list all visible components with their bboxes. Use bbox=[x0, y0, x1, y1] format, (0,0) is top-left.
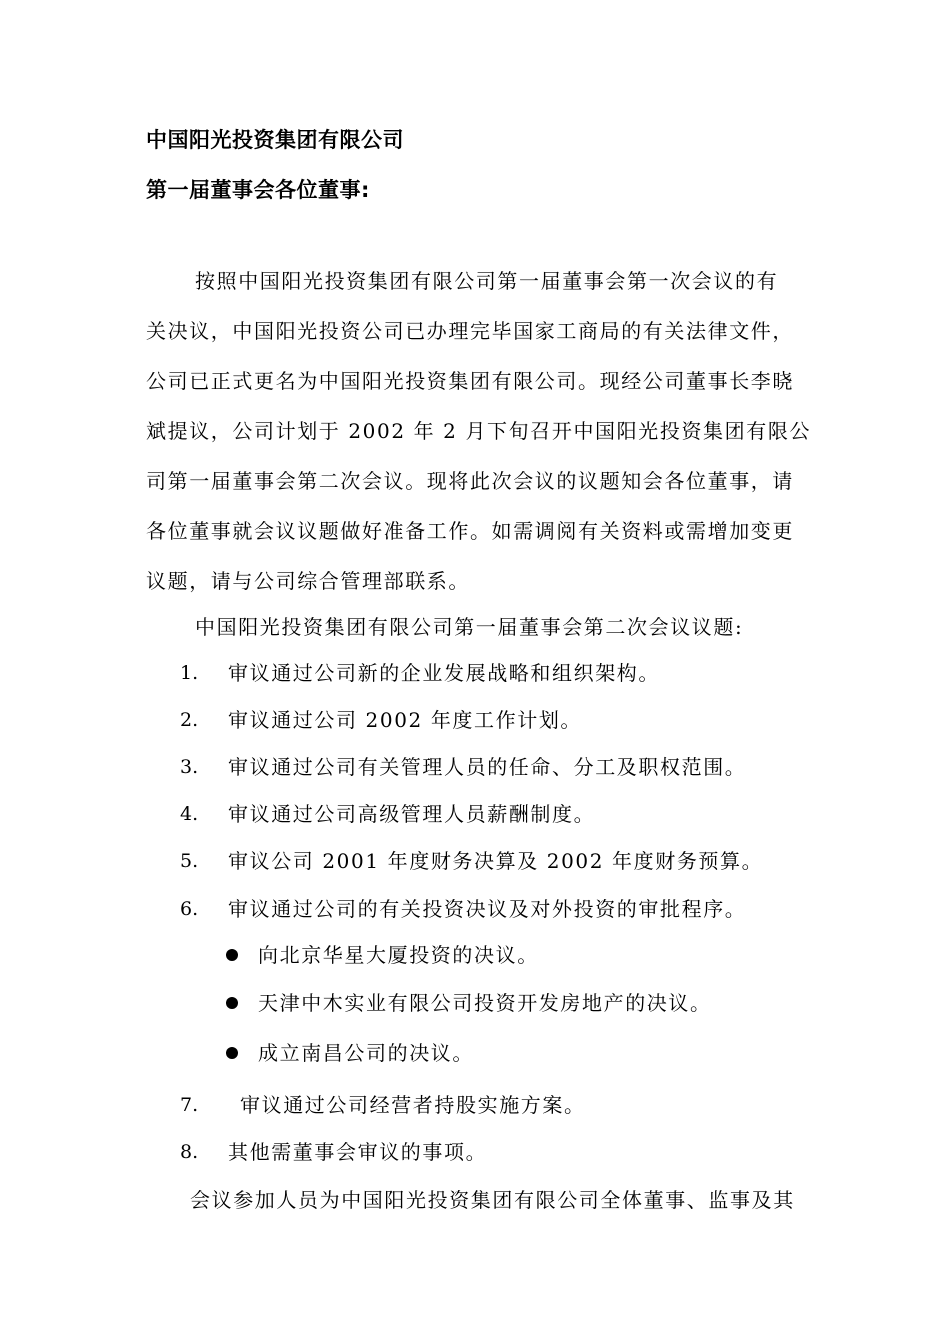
agenda-item-number: 7. bbox=[180, 1094, 199, 1116]
closing-line: 会议参加人员为中国阳光投资集团有限公司全体董事、监事及其 bbox=[190, 1188, 795, 1212]
body-line: 司第一届董事会第二次会议。现将此次会议的议题知会各位董事，请 bbox=[146, 469, 794, 493]
heading-company: 中国阳光投资集团有限公司 bbox=[146, 128, 404, 152]
agenda-item-text: 审议通过公司的有关投资决议及对外投资的审批程序。 bbox=[228, 897, 747, 921]
body-line: 按照中国阳光投资集团有限公司第一届董事会第一次会议的有 bbox=[195, 269, 779, 293]
agenda-title: 中国阳光投资集团有限公司第一届董事会第二次会议议题: bbox=[195, 615, 744, 639]
body-line: 议题，请与公司综合管理部联系。 bbox=[146, 569, 470, 593]
agenda-item-number: 2. bbox=[180, 709, 199, 731]
sub-item-text: 成立南昌公司的决议。 bbox=[258, 1041, 474, 1065]
agenda-item-text: 审议通过公司经营者持股实施方案。 bbox=[240, 1093, 586, 1117]
sub-item-text: 向北京华星大厦投资的决议。 bbox=[258, 943, 539, 967]
agenda-item-text: 审议公司 2001 年度财务决算及 2002 年度财务预算。 bbox=[228, 849, 764, 873]
bullet-icon bbox=[226, 997, 238, 1009]
bullet-icon bbox=[226, 949, 238, 961]
bullet-icon bbox=[226, 1047, 238, 1059]
agenda-item-text: 其他需董事会审议的事项。 bbox=[228, 1140, 488, 1164]
body-line: 各位董事就会议议题做好准备工作。如需调阅有关资料或需增加变更 bbox=[146, 519, 794, 543]
agenda-item-number: 8. bbox=[180, 1141, 199, 1163]
agenda-item-text: 审议通过公司高级管理人员薪酬制度。 bbox=[228, 802, 596, 826]
agenda-item-number: 6. bbox=[180, 898, 199, 920]
agenda-item-text: 审议通过公司新的企业发展战略和组织架构。 bbox=[228, 661, 660, 685]
body-line: 公司已正式更名为中国阳光投资集团有限公司。现经公司董事长李晓 bbox=[146, 369, 794, 393]
agenda-item-number: 3. bbox=[180, 756, 199, 778]
agenda-item-text: 审议通过公司 2002 年度工作计划。 bbox=[228, 708, 583, 732]
body-line: 斌提议，公司计划于 2002 年 2 月下旬召开中国阳光投资集团有限公 bbox=[146, 419, 812, 443]
agenda-item-number: 5. bbox=[180, 850, 199, 872]
agenda-item-number: 4. bbox=[180, 803, 199, 825]
body-line: 关决议，中国阳光投资公司已办理完毕国家工商局的有关法律文件， bbox=[146, 319, 794, 343]
heading-addressee: 第一届董事会各位董事: bbox=[146, 178, 370, 202]
agenda-item-number: 1. bbox=[180, 662, 199, 684]
sub-item-text: 天津中木实业有限公司投资开发房地产的决议。 bbox=[258, 991, 712, 1015]
agenda-item-text: 审议通过公司有关管理人员的任命、分工及职权范围。 bbox=[228, 755, 747, 779]
